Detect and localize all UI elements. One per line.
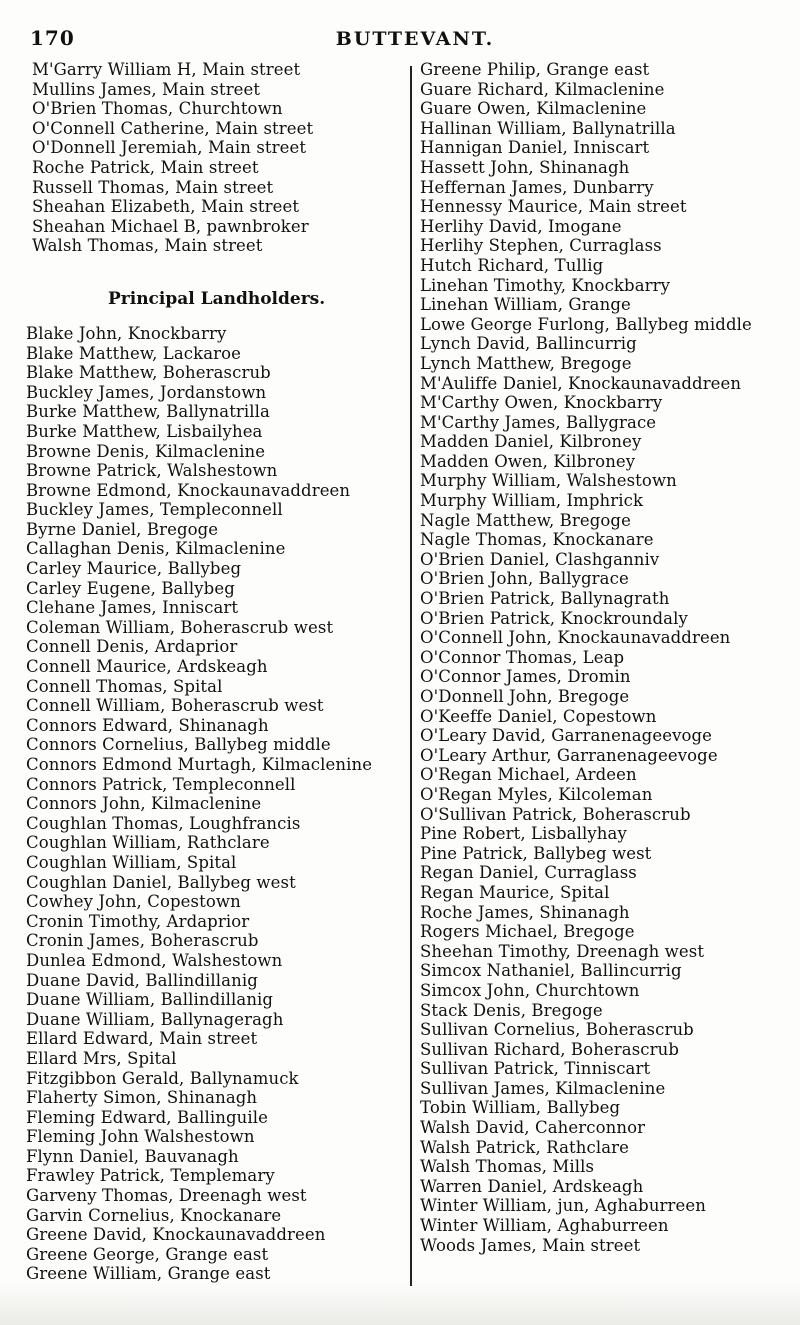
list-item: Winter William, Aghaburreen: [420, 1216, 669, 1236]
list-item: Sullivan Cornelius, Boherascrub: [420, 1020, 694, 1040]
list-item: Woods James, Main street: [420, 1235, 641, 1255]
list-item: Lowe George Furlong, Ballybeg middle: [420, 314, 752, 334]
list-item: Blake Matthew, Lackaroe: [26, 343, 242, 363]
list-item: O'Donnell Jeremiah, Main street: [32, 138, 307, 158]
list-item: Connell Denis, Ardaprior: [26, 637, 238, 657]
list-item: O'Donnell John, Bregoge: [420, 687, 630, 706]
list-item: Flynn Daniel, Bauvanagh: [26, 1146, 239, 1166]
list-item: O'Keeffe Daniel, Copestown: [420, 706, 657, 726]
list-item: Hutch Richard, Tullig: [420, 255, 604, 275]
list-item: Sheahan Elizabeth, Main street: [32, 197, 300, 217]
list-item: O'Regan Myles, Kilcoleman: [420, 784, 653, 804]
list-item: Sullivan Richard, Boherascrub: [420, 1039, 679, 1059]
list-item: Cronin Timothy, Ardaprior: [26, 911, 250, 931]
list-item: Walsh Patrick, Rathclare: [420, 1137, 630, 1157]
list-item: Linehan William, Grange: [420, 295, 631, 315]
list-item: Coughlan William, Rathclare: [26, 833, 270, 853]
list-item: Tobin William, Ballybeg: [420, 1098, 621, 1118]
list-item: O'Connor James, Dromin: [420, 667, 631, 687]
left-column: [26, 60, 406, 1284]
list-item: Connors Edmond Murtagh, Kilmaclenine: [26, 755, 373, 774]
list-item: Coughlan William, Spital: [26, 852, 237, 872]
list-item: Fleming John Walshestown: [26, 1127, 255, 1147]
list-item: Burke Matthew, Lisbailyhea: [26, 421, 263, 441]
list-item: Cronin James, Boherascrub: [26, 931, 259, 951]
list-item: Roche James, Shinanagh: [420, 902, 630, 922]
list-item: Herlihy David, Imogane: [420, 216, 622, 236]
list-item: Roche Patrick, Main street: [32, 157, 259, 177]
list-item: Sheahan Michael B, pawnbroker: [32, 216, 309, 236]
list-item: Mullins James, Main street: [32, 79, 261, 99]
list-item: Guare Owen, Kilmaclenine: [420, 99, 647, 119]
list-item: Coughlan Thomas, Loughfrancis: [26, 813, 301, 833]
list-item: Frawley Patrick, Templemary: [26, 1166, 275, 1186]
list-item: Connell William, Boherascrub west: [26, 696, 324, 716]
list-item: Connell Thomas, Spital: [26, 676, 223, 696]
list-item: O'Connor Thomas, Leap: [420, 647, 625, 667]
list-item: O'Brien Patrick, Ballynagrath: [420, 589, 670, 609]
section-heading-landholders: Principal Landholders.: [108, 288, 326, 309]
list-item: M'Carthy Owen, Knockbarry: [420, 393, 663, 413]
right-column: [420, 60, 798, 1255]
list-item: Connors Cornelius, Ballybeg middle: [26, 735, 331, 755]
list-item: Hennessy Maurice, Main street: [420, 197, 687, 217]
list-item: Stack Denis, Bregoge: [420, 1000, 603, 1020]
page-bottom-edge: [0, 1283, 800, 1325]
list-item: O'Leary David, Garranenageevoge: [420, 726, 713, 746]
page-number: 170: [30, 26, 75, 50]
list-item: Coleman William, Boherascrub west: [26, 617, 334, 637]
list-item: O'Sullivan Patrick, Boherascrub: [420, 804, 691, 824]
list-item: O'Connell Catherine, Main street: [32, 118, 314, 138]
list-item: Connors John, Kilmaclenine: [26, 794, 262, 814]
list-item: Connors Edward, Shinanagh: [26, 715, 269, 735]
list-item: Regan Maurice, Spital: [420, 882, 610, 902]
list-item: Hassett John, Shinanagh: [420, 157, 630, 177]
list-item: Sullivan James, Kilmaclenine: [420, 1078, 666, 1098]
list-item: Duane William, Ballynageragh: [26, 1009, 284, 1029]
list-item: M'Auliffe Daniel, Knockaunavaddreen: [420, 373, 742, 393]
list-item: Simcox John, Churchtown: [420, 980, 640, 1000]
list-item: Greene William, Grange east: [26, 1264, 271, 1284]
list-item: Madden Owen, Kilbroney: [420, 451, 636, 471]
list-item: Herlihy Stephen, Curraglass: [420, 236, 662, 256]
list-item: Hallinan William, Ballynatrilla: [420, 118, 676, 138]
list-item: Clehane James, Inniscart: [26, 598, 239, 618]
list-item: Guare Richard, Kilmaclenine: [420, 79, 665, 99]
list-item: Murphy William, Imphrick: [420, 491, 644, 511]
list-item: Connell Maurice, Ardskeagh: [26, 657, 268, 677]
list-item: Nagle Thomas, Knockanare: [420, 530, 654, 550]
list-item: Burke Matthew, Ballynatrilla: [26, 402, 270, 422]
list-item: Byrne Daniel, Bregoge: [26, 519, 219, 539]
list-item: Carley Maurice, Ballybeg: [26, 559, 242, 579]
list-item: O'Brien Daniel, Clashganniv: [420, 549, 660, 569]
list-item: Carley Eugene, Ballybeg: [26, 578, 235, 598]
list-item: O'Connell John, Knockaunavaddreen: [420, 628, 731, 648]
list-item: Ellard Edward, Main street: [26, 1029, 258, 1049]
list-item: Garvin Cornelius, Knockanare: [26, 1205, 282, 1225]
list-item: Regan Daniel, Curraglass: [420, 863, 637, 883]
list-item: Lynch Matthew, Bregoge: [420, 353, 632, 373]
list-item: Linehan Timothy, Knockbarry: [420, 275, 671, 295]
list-item: O'Brien Patrick, Knockroundaly: [420, 608, 688, 628]
list-item: Browne Edmond, Knockaunavaddreen: [26, 480, 351, 500]
list-item: Cowhey John, Copestown: [26, 892, 241, 912]
traders-list: [26, 60, 406, 256]
list-item: Warren Daniel, Ardskeagh: [420, 1176, 644, 1196]
list-item: Garveny Thomas, Dreenagh west: [26, 1186, 307, 1206]
list-item: Duane William, Ballindillanig: [26, 990, 274, 1010]
list-item: Sullivan Patrick, Tinniscart: [420, 1059, 651, 1079]
column-divider: [410, 66, 412, 1286]
list-item: Heffernan James, Dunbarry: [420, 177, 654, 197]
list-item: Murphy William, Walshestown: [420, 471, 677, 491]
list-item: Nagle Matthew, Bregoge: [420, 510, 631, 530]
list-item: Madden Daniel, Kilbroney: [420, 432, 642, 452]
list-item: Ellard Mrs, Spital: [26, 1048, 177, 1068]
list-item: M'Garry William H, Main street: [32, 60, 301, 79]
list-item: Walsh Thomas, Main street: [32, 236, 263, 256]
list-item: O'Brien Thomas, Churchtown: [32, 99, 283, 119]
list-item: Fleming Edward, Ballinguile: [26, 1107, 268, 1127]
list-item: O'Brien John, Ballygrace: [420, 569, 629, 589]
list-item: Buckley James, Templeconnell: [26, 500, 283, 520]
list-item: M'Carthy James, Ballygrace: [420, 412, 657, 432]
list-item: Coughlan Daniel, Ballybeg west: [26, 872, 296, 892]
list-item: Browne Denis, Kilmaclenine: [26, 441, 266, 461]
list-item: O'Regan Michael, Ardeen: [420, 765, 637, 785]
list-item: Flaherty Simon, Shinanagh: [26, 1088, 258, 1108]
list-item: Rogers Michael, Bregoge: [420, 922, 635, 942]
list-item: Pine Robert, Lisballyhay: [420, 824, 627, 844]
list-item: Simcox Nathaniel, Ballincurrig: [420, 961, 682, 981]
list-item: Lynch David, Ballincurrig: [420, 334, 637, 354]
running-title: BUTTEVANT.: [335, 28, 495, 50]
list-item: Greene George, Grange east: [26, 1244, 269, 1264]
list-item: Blake Matthew, Boherascrub: [26, 363, 271, 383]
list-item: Russell Thomas, Main street: [32, 177, 274, 197]
landholders-list-right: [420, 60, 798, 1255]
list-item: Walsh David, Caherconnor: [420, 1118, 646, 1138]
list-item: Dunlea Edmond, Walshestown: [26, 950, 283, 970]
list-item: Connors Patrick, Templeconnell: [26, 774, 296, 794]
list-item: Hannigan Daniel, Inniscart: [420, 138, 650, 158]
list-item: Blake John, Knockbarry: [26, 323, 227, 343]
list-item: Walsh Thomas, Mills: [420, 1157, 595, 1177]
list-item: O'Leary Arthur, Garranenageevoge: [420, 745, 718, 765]
list-item: Callaghan Denis, Kilmaclenine: [26, 539, 286, 559]
list-item: Duane David, Ballindillanig: [26, 970, 258, 990]
list-item: Greene Philip, Grange east: [420, 60, 650, 79]
landholders-list-left: [26, 324, 406, 1284]
list-item: Fitzgibbon Gerald, Ballynamuck: [26, 1068, 299, 1088]
list-item: Greene David, Knockaunavaddreen: [26, 1225, 326, 1245]
list-item: Buckley James, Jordanstown: [26, 382, 267, 402]
list-item: Pine Patrick, Ballybeg west: [420, 843, 652, 863]
list-item: Sheehan Timothy, Dreenagh west: [420, 941, 705, 961]
list-item: Browne Patrick, Walshestown: [26, 461, 278, 481]
list-item: Winter William, jun, Aghaburreen: [420, 1196, 706, 1216]
